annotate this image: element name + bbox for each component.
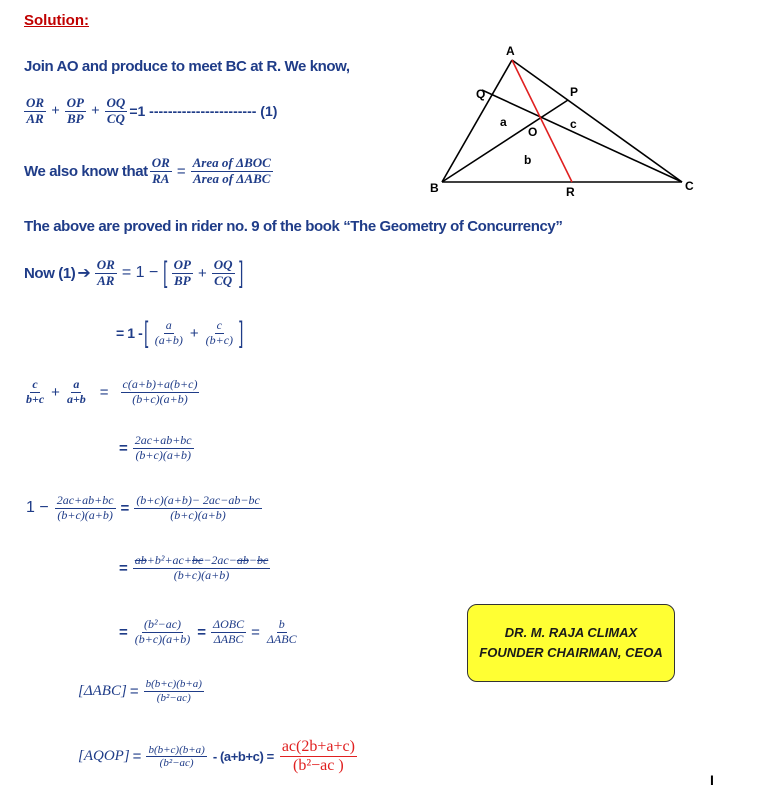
step9-right-num: ac(2b+a+c)	[280, 738, 357, 757]
step9-right-den: (b²−ac )	[293, 757, 344, 775]
label-a: A	[506, 44, 515, 58]
reference-note: The above are proved in rider no. 9 of the book “The Geometry of Concurrency”	[24, 218, 563, 235]
step7-a-num: (b²−ac)	[144, 617, 182, 631]
label-b: B	[430, 181, 439, 195]
eq1-frac2-num: OP	[66, 95, 84, 110]
eq1-frac3-den: CQ	[106, 110, 125, 126]
eq2-left-den: RA	[152, 170, 170, 186]
step-9: [AQOP] = $\frac{b(b+c)(b+a)}{\text{(b²−ac)}}$ - (a+b+c) = $\frac{ac(2b+a+c)}{\text{(b²−ac )}}$	[78, 738, 355, 775]
step7-a-den: (b+c)(a+b)	[134, 631, 191, 646]
step2-a-den: (a+b)	[154, 332, 183, 347]
step1-a-den: BP	[174, 272, 191, 288]
step9-den: (b²−ac)	[159, 757, 194, 770]
step3-a-num: c	[32, 377, 38, 391]
step-1: Now (1) ➔ $\frac{OR}{AR}$ = 1 − [ $\frac{OP}{BP}$ + $\frac{OQ}{CQ}$ ]	[24, 256, 243, 290]
eq1-tail: =1 ----------------------- (1)	[129, 103, 278, 120]
label-p: P	[570, 85, 579, 99]
cevian-ar	[512, 60, 572, 182]
step-3: $\frac{c}{b+c}$ + $\frac{a}{a+b}$ = $\frac{c(a+b)+a(b+c)}{(b+c)(a+b)}$	[26, 377, 198, 406]
step5-left-num: 2ac+ab+bc	[56, 493, 114, 507]
author-name: DR. M. RAJA CLIMAX	[504, 624, 638, 640]
step1-one: = 1 −	[121, 264, 159, 282]
step2-a-num: a	[165, 317, 172, 332]
step-5: 1 − $\frac{2ac+ab+bc}{(b+c)(a+b)}$ = $\frac{(b+c)(a+b)- 2ac-ab-bc}{(b+c)(a+b)}$	[26, 493, 260, 522]
step3-right-num: c(a+b)+a(b+c)	[122, 377, 198, 391]
label-q: Q	[476, 87, 486, 101]
step3-b-num: a	[73, 377, 80, 391]
step1-a-num: OP	[173, 257, 192, 272]
step1-b-den: CQ	[214, 272, 233, 288]
eq1-frac3-num: OQ	[106, 95, 126, 110]
step7-b-den: ΔABC	[213, 631, 244, 646]
equation-2: We also know that $\frac{OR}{RA}$ = $\frac{\text{Area of ΔBOC}}{\text{Area of ΔABC}}$	[24, 155, 271, 186]
step-6: = $\frac{\text{ab+b²+ac+bc−2ac−ab−bc}}{(b+c)(a+b)}$	[119, 553, 269, 582]
step9-lhs: [AQOP]	[78, 748, 130, 765]
side-ca	[512, 60, 682, 182]
step8-lhs: [ΔABC]	[78, 682, 127, 699]
label-r: R	[566, 185, 575, 199]
step8-num: b(b+c)(b+a)	[145, 678, 202, 690]
solution-heading: Solution:	[24, 12, 89, 29]
step1-lead: Now (1)	[24, 264, 76, 282]
step7-b-num: ΔOBC	[213, 617, 245, 631]
cevian-bp	[442, 100, 568, 182]
eq2-lead: We also know that	[24, 162, 148, 180]
step6-den: (b+c)(a+b)	[173, 567, 230, 582]
step7-c-num: b	[278, 617, 285, 631]
step2-b-num: c	[216, 317, 222, 332]
label-c: C	[685, 179, 694, 193]
step3-b-den: a+b	[66, 391, 86, 406]
label-region-b: b	[524, 153, 532, 167]
step1-left-den: AR	[97, 272, 115, 288]
label-region-a: a	[500, 115, 507, 129]
step-2: = 1 - [ $\frac{a}{(a+b)}$ + $\frac{c}{(b+c)}$ ]	[116, 316, 244, 349]
eq1-frac1-num: OR	[26, 95, 45, 110]
step5-left-den: (b+c)(a+b)	[57, 507, 113, 522]
step5-right-den: (b+c)(a+b)	[170, 507, 226, 522]
author-box	[467, 604, 675, 682]
step-8: [ΔABC] = $\frac{b(b+c)(b+a)}{\text{(b²−ac)}}$	[78, 678, 202, 704]
step8-den: (b²−ac)	[156, 691, 191, 704]
text-cursor-icon: I	[710, 772, 714, 788]
step3-right-den: (b+c)(a+b)	[132, 391, 188, 406]
triangle-figure	[420, 40, 710, 200]
arrow-icon: ➔	[77, 265, 91, 283]
step5-one: 1 −	[26, 499, 49, 517]
step4-den: (b+c)(a+b)	[135, 447, 191, 462]
label-region-c: c	[570, 117, 577, 131]
step3-a-den: b+c	[26, 391, 45, 406]
eq1-frac1-den: AR	[26, 110, 44, 126]
step1-left-num: OR	[96, 257, 115, 272]
label-o: O	[528, 125, 538, 139]
step9-num: b(b+c)(b+a)	[148, 743, 205, 756]
step2-b-den: (b+c)	[205, 332, 234, 347]
step5-right-num: (b+c)(a+b)− 2ac−ab−bc	[136, 493, 260, 507]
step-7: = $\frac{\text{(b²−ac)}}{(b+c)(a+b)}$ = $\frac{\text{ΔOBC}}{\text{ΔABC}}$ = $\frac{b}{\text{ΔABC}}$	[119, 617, 297, 646]
step2-lead: = 1 -	[116, 325, 143, 341]
equation-1: $\frac{OR}{AR}$ + $\frac{OP}{BP}$ + $\frac{OQ}{CQ}$ =1 ----------------------- (1)	[26, 95, 278, 126]
step4-num: 2ac+ab+bc	[134, 433, 192, 447]
step9-mid: - (a+b+c) =	[212, 749, 274, 765]
step7-c-den: ΔABC	[266, 631, 297, 646]
eq2-right-num: Area of ΔBOC	[192, 155, 271, 170]
author-title: FOUNDER CHAIRMAN, CEOA	[479, 645, 663, 660]
eq1-frac2-den: BP	[66, 110, 84, 126]
step6-num: ab+b²+ac+bc−2ac−ab−bc	[134, 553, 269, 567]
step-4: = $\frac{2ac+ab+bc}{(b+c)(a+b)}$	[119, 433, 192, 462]
eq2-right-den: Area of ΔABC	[192, 170, 271, 186]
eq2-left-num: OR	[151, 155, 170, 170]
step1-b-num: OQ	[213, 257, 233, 272]
intro-text: Join AO and produce to meet BC at R. We know,	[24, 58, 350, 75]
